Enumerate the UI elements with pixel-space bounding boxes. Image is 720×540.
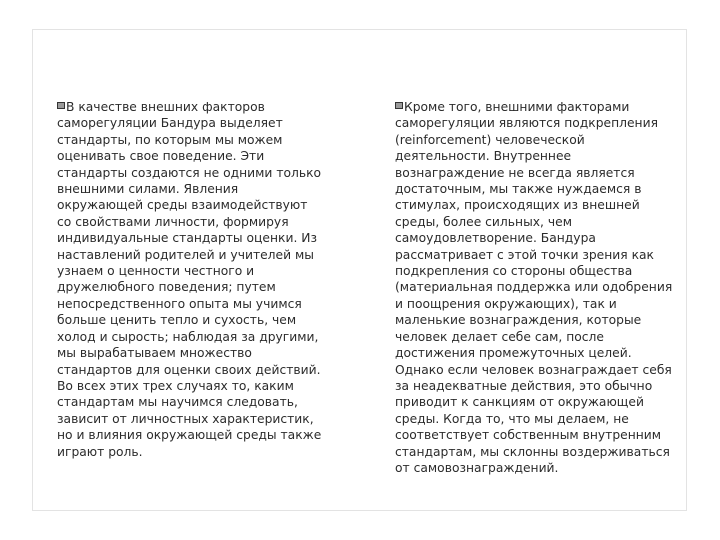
right-paragraph: Кроме того, внешними факторами саморегуляции являются подкрепления (reinforcement) человеческой деятельности. Внутреннее вознаграждение не всегда является достаточным, мы также нуждаемся в стимулах, происходящих из внешней среды, более сильных, чем самоудовлетворение. Бандура рассматривает с этой точки зрения как подкрепления со стороны общества (материальная поддержка или одобрения и поощрения окружающих), так и маленькие вознаграждения, которые человек делает себе сам, после достижения промежуточных целей. Однако если человек вознаграждает себя за неадекватные действия, это обычно приводит к санкциям от окружающей среды. Когда то, что мы делаем, не соответствует собственным внутренним стандартам, мы склонны воздерживаться от самовознаграждений.	[395, 100, 673, 475]
right-text-column	[395, 99, 673, 476]
square-bullet-icon	[57, 102, 65, 109]
left-text-column	[57, 99, 325, 460]
square-bullet-icon	[395, 102, 403, 109]
left-paragraph: В качестве внешних факторов саморегуляции Бандура выделяет стандарты, по которым мы можем оценивать свое поведение. Эти стандарты создаются не одними только внешними силами. Явления окружающей среды взаимодействуют со свойствами личности, формируя индивидуальные стандарты оценки. Из наставлений родителей и учителей мы узнаем о ценности честного и дружелюбного поведения; путем непосредственного опыта мы учимся больше ценить тепло и сухость, чем холод и сырость; наблюдая за другими, мы вырабатываем множество стандартов для оценки своих действий. Во всех этих трех случаях то, каким стандартам мы научимся следовать, зависит от личностных характеристик, но и влияния окружающей среды также играют роль.	[57, 100, 322, 459]
